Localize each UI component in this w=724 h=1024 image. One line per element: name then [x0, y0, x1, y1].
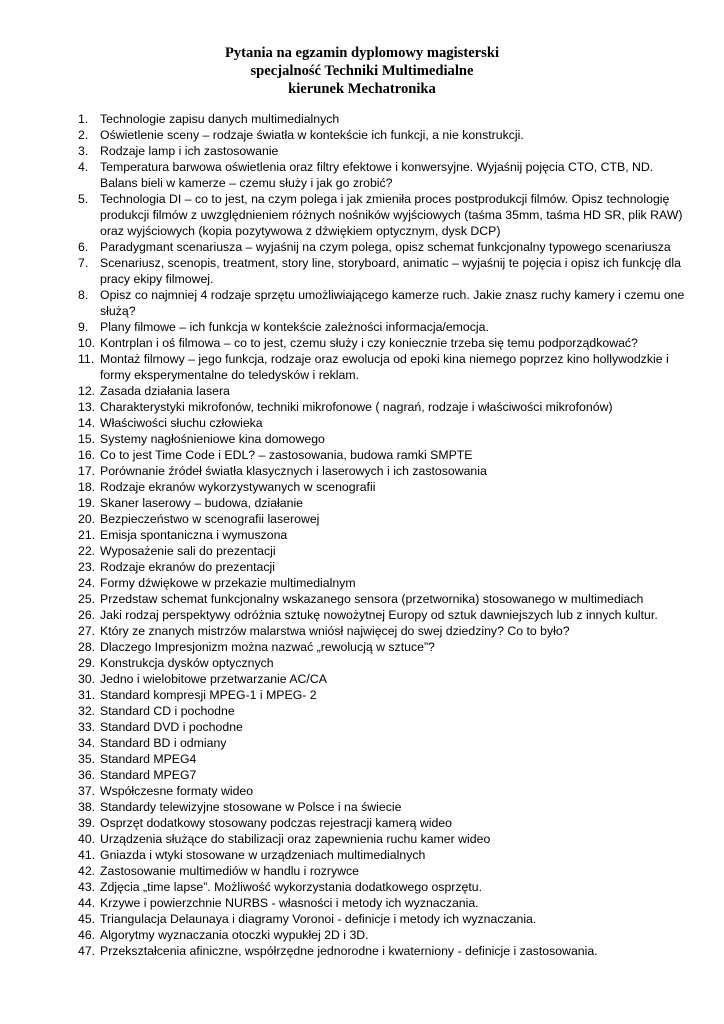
question-text: Scenariusz, scenopis, treatment, story line, storyboard, animatic – wyjaśnij te pojęcia i opisz ich funkcję dla pracy ekipy filmowej.: [100, 256, 681, 286]
question-item: [78, 927, 698, 943]
question-text: Rodzaje lamp i ich zastosowanie: [100, 144, 279, 158]
question-number: 15.: [78, 432, 96, 446]
question-item: [78, 799, 698, 815]
question-number: 43.: [78, 880, 96, 894]
question-item: [78, 159, 698, 191]
question-number: 17.: [78, 464, 96, 478]
question-item: [78, 351, 698, 383]
question-item: [78, 479, 698, 495]
question-text: Formy dźwiękowe w przekazie multimedialnym: [100, 576, 356, 590]
question-number: 39.: [78, 816, 96, 830]
question-number: 27.: [78, 624, 96, 638]
question-item: [78, 335, 698, 351]
question-item: [78, 607, 698, 623]
question-number: 18.: [78, 480, 96, 494]
question-text: Kontrplan i oś filmowa – co to jest, czemu służy i czy koniecznie trzeba się temu podporządkować?: [100, 336, 638, 350]
questions-list: [78, 111, 698, 959]
question-text: Który ze znanych mistrzów malarstwa wniósł najwięcej do swej dziedziny? Co to było?: [100, 624, 570, 638]
question-item: [78, 287, 698, 319]
question-text: Rodzaje ekranów do prezentacji: [100, 560, 275, 574]
question-item: [78, 687, 698, 703]
question-text: Jedno i wielobitowe przetwarzanie AC/CA: [100, 672, 327, 686]
question-text: Standard BD i odmiany: [100, 736, 227, 750]
question-text: Triangulacja Delaunaya i diagramy Voronoi - definicje i metody ich wyznaczania.: [100, 912, 537, 926]
question-text: Rodzaje ekranów wykorzystywanych w scenografii: [100, 480, 376, 494]
question-text: Standardy telewizyjne stosowane w Polsce i na świecie: [100, 800, 402, 814]
question-item: [78, 671, 698, 687]
question-item: [78, 127, 698, 143]
question-item: [78, 767, 698, 783]
question-text: Standard MPEG7: [100, 768, 197, 782]
question-text: Konstrukcja dysków optycznych: [100, 656, 274, 670]
question-number: 14.: [78, 416, 96, 430]
question-number: 34.: [78, 736, 96, 750]
question-text: Porównanie źródeł światła klasycznych i laserowych i ich zastosowania: [100, 464, 487, 478]
question-item: [78, 751, 698, 767]
question-item: [78, 943, 698, 959]
question-number: 8.: [78, 288, 89, 302]
question-number: 45.: [78, 912, 96, 926]
question-item: [78, 783, 698, 799]
question-text: Temperatura barwowa oświetlenia oraz filtry efektowe i konwersyjne. Wyjaśnij pojęcia CTO, CTB, ND. Balans bieli w kamerze – czemu służy i jak go zrobić?: [100, 160, 654, 190]
question-number: 44.: [78, 896, 96, 910]
question-number: 46.: [78, 928, 96, 942]
question-text: Zastosowanie multimediów w handlu i rozrywce: [100, 864, 360, 878]
question-number: 24.: [78, 576, 96, 590]
question-item: [78, 143, 698, 159]
question-text: Paradygmant scenariusza – wyjaśnij na czym polega, opisz schemat funkcjonalny typowego scenariusza: [100, 240, 671, 254]
question-item: [78, 319, 698, 335]
question-text: Dlaczego Impresjonizm można nazwać „rewolucją w sztuce”?: [100, 640, 435, 654]
question-number: 37.: [78, 784, 96, 798]
question-text: Osprzęt dodatkowy stosowany podczas rejestracji kamerą wideo: [100, 816, 452, 830]
question-number: 41.: [78, 848, 96, 862]
question-number: 6.: [78, 240, 89, 254]
question-number: 19.: [78, 496, 96, 510]
question-text: Standard CD i pochodne: [100, 704, 235, 718]
question-text: Standard DVD i pochodne: [100, 720, 243, 734]
question-item: [78, 511, 698, 527]
question-number: 35.: [78, 752, 96, 766]
question-number: 10.: [78, 336, 96, 350]
question-number: 22.: [78, 544, 96, 558]
question-item: [78, 527, 698, 543]
question-item: [78, 639, 698, 655]
title-line-3: kierunek Mechatronika: [288, 81, 436, 97]
question-number: 33.: [78, 720, 96, 734]
question-item: [78, 559, 698, 575]
question-number: 11.: [78, 352, 95, 366]
question-number: 38.: [78, 800, 96, 814]
question-number: 2.: [78, 128, 89, 142]
question-text: Montaż filmowy – jego funkcja, rodzaje oraz ewolucja od epoki kina niemego poprzez kino hollywodzkie i formy eksperymentalne do teledysków i reklam.: [100, 352, 669, 382]
question-number: 36.: [78, 768, 96, 782]
question-text: Wyposażenie sali do prezentacji: [100, 544, 276, 558]
question-number: 3.: [78, 144, 89, 158]
question-number: 4.: [78, 160, 89, 174]
question-text: Zdjęcia „time lapse”. Możliwość wykorzystania dodatkowego osprzętu.: [100, 880, 483, 894]
question-number: 13.: [78, 400, 96, 414]
question-number: 28.: [78, 640, 96, 654]
question-text: Technologie zapisu danych multimedialnych: [100, 112, 340, 126]
question-number: 29.: [78, 656, 96, 670]
question-text: Systemy nagłośnieniowe kina domowego: [100, 432, 325, 446]
question-item: [78, 655, 698, 671]
question-item: [78, 463, 698, 479]
question-item: [78, 847, 698, 863]
question-number: 25.: [78, 592, 96, 606]
question-item: [78, 255, 698, 287]
question-text: Zasada działania lasera: [100, 384, 230, 398]
question-item: [78, 879, 698, 895]
question-item: [78, 447, 698, 463]
question-text: Skaner laserowy – budowa, działanie: [100, 496, 304, 510]
question-number: 23.: [78, 560, 96, 574]
question-item: [78, 623, 698, 639]
question-number: 12.: [78, 384, 96, 398]
question-number: 16.: [78, 448, 96, 462]
document-title: [0, 44, 724, 98]
question-item: [78, 911, 698, 927]
title-line-2: specjalność Techniki Multimedialne: [250, 63, 474, 79]
question-text: Emisja spontaniczna i wymuszona: [100, 528, 288, 542]
question-text: Gniazda i wtyki stosowane w urządzeniach multimedialnych: [100, 848, 426, 862]
question-number: 20.: [78, 512, 96, 526]
question-item: [78, 591, 698, 607]
question-item: [78, 895, 698, 911]
question-item: [78, 495, 698, 511]
question-text: Charakterystyki mikrofonów, techniki mikrofonowe ( nagrań, rodzaje i właściwości mikrofonów): [100, 400, 613, 414]
question-text: Standard kompresji MPEG-1 i MPEG- 2: [100, 688, 317, 702]
question-text: Współczesne formaty wideo: [100, 784, 254, 798]
question-text: Standard MPEG4: [100, 752, 197, 766]
question-item: [78, 383, 698, 399]
question-item: [78, 191, 698, 239]
question-item: [78, 239, 698, 255]
question-text: Urządzenia służące do stabilizacji oraz zapewnienia ruchu kamer wideo: [100, 832, 491, 846]
question-item: [78, 735, 698, 751]
question-text: Właściwości słuchu człowieka: [100, 416, 263, 430]
question-text: Jaki rodzaj perspektywy odróżnia sztukę nowożytnej Europy od sztuk dawniejszych lub z innych kultur.: [100, 608, 658, 622]
question-number: 21.: [78, 528, 96, 542]
question-text: Co to jest Time Code i EDL? – zastosowania, budowa ramki SMPTE: [100, 448, 473, 462]
question-item: [78, 575, 698, 591]
question-item: [78, 815, 698, 831]
question-number: 31.: [78, 688, 96, 702]
question-item: [78, 399, 698, 415]
question-item: [78, 831, 698, 847]
question-number: 32.: [78, 704, 96, 718]
question-text: Krzywe i powierzchnie NURBS - własności i metody ich wyznaczania.: [100, 896, 479, 910]
question-text: Przekształcenia afiniczne, współrzędne jednorodne i kwaterniony - definicje i zastosowania.: [100, 944, 598, 958]
question-item: [78, 543, 698, 559]
question-item: [78, 703, 698, 719]
question-number: 30.: [78, 672, 96, 686]
question-item: [78, 415, 698, 431]
question-number: 42.: [78, 864, 96, 878]
question-text: Algorytmy wyznaczania otoczki wypukłej 2D i 3D.: [100, 928, 369, 942]
title-line-1: Pytania na egzamin dyplomowy magisterski: [224, 45, 500, 61]
question-text: Oświetlenie sceny – rodzaje światła w kontekście ich funkcji, a nie konstrukcji.: [100, 128, 524, 142]
question-text: Bezpieczeństwo w scenografii laserowej: [100, 512, 320, 526]
question-item: [78, 431, 698, 447]
question-number: 5.: [78, 192, 89, 206]
question-number: 7.: [78, 256, 89, 270]
question-text: Plany filmowe – ich funkcja w kontekście zależności informacja/emocja.: [100, 320, 489, 334]
question-number: 9.: [78, 320, 89, 334]
question-item: [78, 111, 698, 127]
question-number: 1.: [78, 112, 89, 126]
question-text: Technologia DI – co to jest, na czym polega i jak zmieniła proces postprodukcji filmów. Opisz technologię produkcji filmów z uwzględnieniem różnych nośników wyjściowych (taśma 35mm, taśma HD SR, plik RAW) oraz wyjściowych (kopia pozytywowa z dźwiękiem optycznym, dysk DCP): [100, 192, 683, 238]
question-number: 47.: [78, 944, 96, 958]
question-number: 26.: [78, 608, 96, 622]
question-number: 40.: [78, 832, 96, 846]
question-item: [78, 719, 698, 735]
question-text: Przedstaw schemat funkcjonalny wskazanego sensora (przetwornika) stosowanego w multimediach: [100, 592, 644, 606]
question-text: Opisz co najmniej 4 rodzaje sprzętu umożliwiającego kamerze ruch. Jakie znasz ruchy kamery i czemu one służą?: [100, 288, 685, 318]
question-item: [78, 863, 698, 879]
